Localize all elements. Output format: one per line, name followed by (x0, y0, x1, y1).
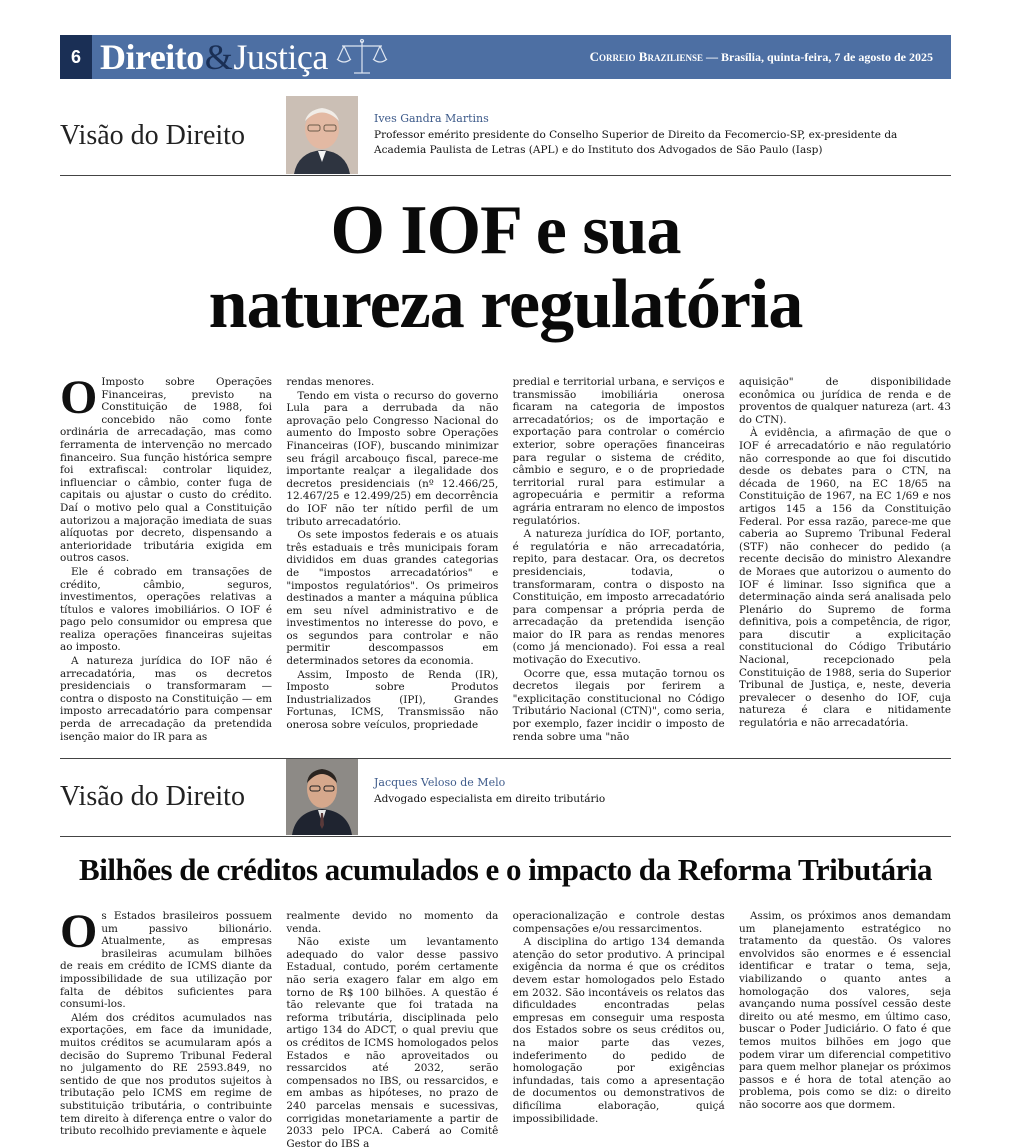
page-number: 6 (60, 35, 92, 79)
article-column (60, 371, 272, 743)
newspaper-name: Correio Braziliense (589, 49, 703, 64)
drop-cap: O (60, 371, 98, 424)
paragraph: A disciplina do artigo 134 demanda atenção do setor produtivo. A principal exigência da norma é que os créditos devem estar homologados pelo Estado em 2032. São incontáveis os relatos das dificuldades encontradas pelas empresas em conseguir uma resposta dos Estados sobre os seus créditos ou, na maior parte das vezes, indeferimento do pedido de homologação por exigências infundadas, tais como a apresentação de documentos ou demonstrativos de dificílima elaboração, quiçá impossibilidade. (512, 936, 725, 1125)
author-info (374, 776, 605, 807)
column-kicker: Visão do Direito (60, 120, 245, 151)
headline-line1: O IOF e sua (330, 192, 681, 269)
paragraph: operacionalização e controle destas compensações e/ou ressarcimentos. (512, 910, 725, 935)
scales-of-justice-icon (334, 37, 390, 77)
dateline-text: — Brasília, quinta-feira, 7 de agosto de 2025 (703, 50, 933, 64)
divider (60, 175, 951, 176)
author-name: Ives Gandra Martins (374, 112, 489, 125)
article2-headline: Bilhões de créditos acumulados e o impacto da Reforma Tributária (79, 852, 932, 887)
author-photo (286, 759, 358, 835)
paragraph: Tendo em vista o recurso do governo Lula para a derrubada da não aprovação pelo Congresso Nacional do aumento do Imposto sobre Operações Financeiras (IOF), buscando minimizar seu frágil arcabouço fiscal, parece-me importante realçar a ilegalidade dos decretos presidenciais (nº 12.466/25, 12.467/25 e 12.499/25) em decorrência do IOF não ter nítido perfil de um tributo arrecadatório. (286, 389, 499, 528)
paragraph (60, 905, 272, 1011)
author-photo (286, 96, 358, 174)
headline-line2: natureza regulatória (208, 266, 803, 343)
article-column (286, 910, 498, 1148)
article-column (286, 376, 498, 743)
paragraph: Ocorre que, essa mutação tornou os decretos ilegais por ferirem a "explicitação constitucional no Código Tributário Nacional (CTN)", como seria, por exemplo, fazer incidir o imposto de renda sobre uma "não (512, 667, 725, 743)
article-column (513, 376, 725, 743)
author-photo-illustration (286, 759, 358, 835)
divider (60, 836, 951, 837)
article-column (60, 905, 272, 1148)
column-kicker: Visão do Direito (60, 781, 245, 812)
section-masthead (60, 35, 951, 79)
article1-author-block (60, 96, 951, 174)
paragraph: A natureza jurídica do IOF, portanto, é regulatória e não arrecadatória, repito, para destacar. Ora, os decretos presidenciais, todavia, o transformaram, contra o disposto na Constituição, em imposto arrecadatório para compensar a própria perda de arrecadação da pretendida isenção maior do IR para as rendas menores (como já mencionado). Foi essa a real motivação do Executivo. (512, 528, 725, 667)
paragraph: realmente devido no momento da venda. (286, 910, 499, 935)
author-description-line2: Academia Paulista de Letras (APL) e do Instituto dos Advogados de São Paulo (Iasp) (374, 144, 823, 156)
paragraph-text: Imposto sobre Operações Financeiras, previsto na Constituição de 1988, foi concebido não como fonte ordinária de arrecadação, mas como ferramenta de intervenção no mercado financeiro. Sua função histórica sempre foi extrafiscal: controlar liquidez, influenciar o câmbio, conter fuga de capitais ou ajustar o custo do crédito. Daí o motivo pelo qual a Constituição autorizou a majoração imediata de suas alíquotas por decreto, dispensando a anterioridade tributária exigida em outros casos. (60, 376, 272, 565)
article-column (739, 910, 951, 1148)
paragraph: Os sete impostos federais e os atuais três estaduais e três municipais foram divididos em duas grandes categorias de "impostos arrecadatórios" e "impostos regulatórios". Os primeiros destinados a manter a máquina pública em seu nível administrativo e de investimentos no interesse do povo, e os segundos para controlar e não permitir descompassos em determinados setores da economia. (286, 529, 499, 668)
paragraph: rendas menores. (286, 376, 375, 388)
paragraph: À evidência, a afirmação de que o IOF é arrecadatório e não regulatório não corresponde ao que foi discutido desde os debates para o CTN, na década de 1960, na EC 18/65 na Constituição de 1967, na EC 1/69 e nos artigos 145 a 156 da Constituição Federal. Por essa razão, parece-me que caberia ao Supremo Tribunal Federal (STF) não conhecer do pedido (a recente decisão do ministro Alexandre de Moraes que autorizou o aumento do IOF é liminar. Isso significa que a determinação ainda será analisada pelo Plenário do Supremo de forma definitiva, pois a competência, de rigor, para discutir a explicitação constitucional do Código Tributário Nacional, recepcionado pela Constituição de 1988, seria do Superior Tribunal de Justiça, e, neste, deveria prevalecer o desenho do IOF, cuja natureza é clara e nitidamente regulatória e não arrecadatória. (738, 427, 951, 730)
masthead-dateline (590, 49, 933, 65)
author-info (374, 112, 897, 158)
author-description: Advogado especialista em direito tributário (374, 793, 606, 805)
author-description-line1: Professor emérito presidente do Conselho Superior de Direito da Fecomercio-SP, ex-presidente da (374, 129, 898, 141)
section-title-ampersand: & (204, 37, 233, 77)
article2-body (60, 905, 951, 1148)
paragraph: Ele é cobrado em transações de crédito, câmbio, seguros, investimentos, operações relativas a títulos e valores imobiliários. O IOF é pago pelo consumidor ou empresa que realiza operações financeiras sujeitas ao imposto. (60, 565, 272, 654)
article1-body (60, 371, 951, 743)
article-column (513, 910, 725, 1148)
drop-cap: O (60, 905, 98, 958)
author-name: Jacques Veloso de Melo (374, 776, 506, 789)
article1-headline (60, 194, 951, 342)
paragraph: Assim, os próximos anos demandam um planejamento estratégico no tratamento da questão. Os valores envolvidos são enormes e é essencial identificar e tratar o tema, seja, viabilizando o quanto antes a homologação dos valores, seja avançando numa possível cessão deste direito ou até mesmo, em último caso, buscar o Poder Judiciário. O fato é que temos muitos bilhões em jogo que podem virar um diferencial competitivo para quem melhor planejar os próximos passos e é hora de total atenção ao problema, pois como se diz: o direito não socorre aos que dormem. (738, 910, 951, 1111)
paragraph-text: s Estados brasileiros possuem um passivo bilionário. Atualmente, as empresas brasileiras acumulam bilhões de reais em crédito de ICMS diante da impossibilidade de sua utilização por falta de débitos suficientes para consumi-los. (60, 910, 272, 1011)
paragraph: aquisição" de disponibilidade econômica ou jurídica de renda e de proventos de qualquer natureza (art. 43 do CTN). (738, 376, 951, 426)
paragraph: Não existe um levantamento adequado do valor desse passivo Estadual, contudo, porém certamente não seria exagero falar em algo em torno de R$ 100 bilhões. A questão é tão relevante que foi tratada na reforma tributária, disciplinada pelo artigo 134 do ADCT, o qual previu que os créditos de ICMS homologados pelos Estados e não aproveitados ou ressarcidos até 2032, serão compensados no IBS, ou ressarcidos, e em ambas as hipóteses, no prazo de 240 parcelas mensais e sucessivas, corrigidas monetariamente a partir de 2033 pelo IPCA. Caberá ao Comitê Gestor do IBS a (286, 936, 499, 1148)
paragraph (60, 371, 272, 565)
author-photo-illustration (286, 96, 358, 174)
section-title-word1: Direito (100, 37, 204, 77)
section-title (100, 36, 328, 78)
paragraph: predial e territorial urbana, e serviços e transmissão imobiliária onerosa ficaram na categoria de impostos arrecadatórios; os de importação e exportação para controlar o comércio exterior, sobre operações financeiras para regular o sistema de crédito, câmbio e seguro, e o de propriedade territorial rural para estimular a agropecuária e permitir a reforma agrária entraram no elenco de impostos regulatórios. (512, 376, 725, 527)
paragraph: Assim, Imposto de Renda (IR), Imposto sobre Produtos Industrializados (IPI), Grandes Fortunas, ICMS, Transmissão não onerosa sobre veículos, propriedade (286, 668, 499, 732)
section-title-word2: Justiça (233, 37, 328, 77)
paragraph: Além dos créditos acumulados nas exportações, em face da imunidade, muitos créditos se acumularam após a decisão do Supremo Tribunal Federal no julgamento do RE 2593.849, no sentido de que nos produtos sujeitos à tributação pelo ICMS em regime de substituição tributária, o contribuinte tem direito à diferença entre o valor do tributo recolhido previamente e àquele (60, 1011, 272, 1138)
paragraph: A natureza jurídica do IOF não é arrecadatória, mas os decretos presidenciais o transformaram — contra o disposto na Constituição — em imposto arrecadatório para compensar perda de arrecadação da pretendida isenção maior do IR para as (60, 655, 272, 743)
article2-author-block (60, 759, 951, 835)
article-column (739, 376, 951, 743)
